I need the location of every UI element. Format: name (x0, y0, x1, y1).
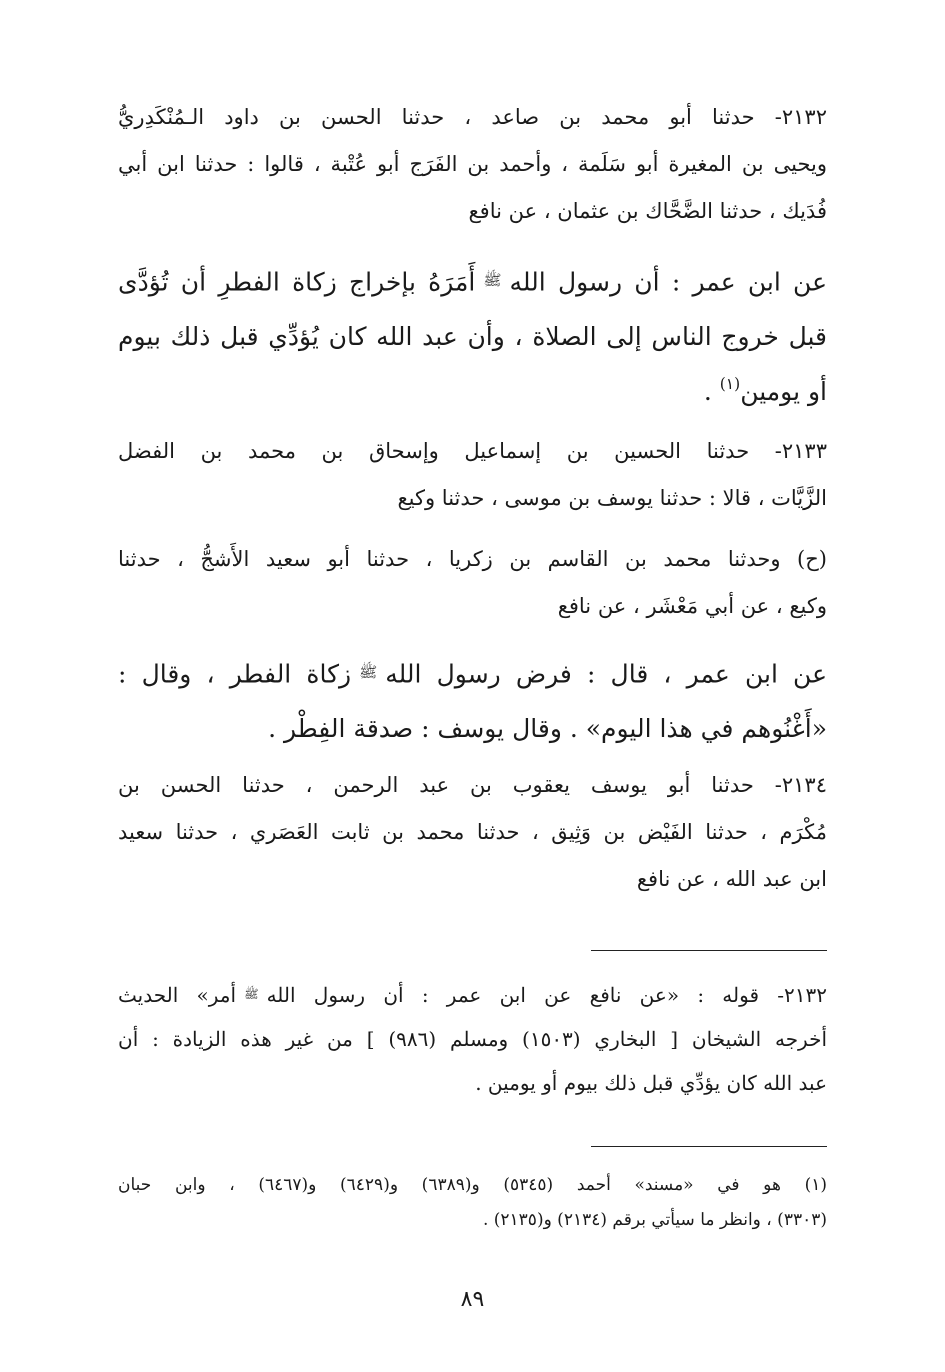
text-line: ٢١٣٢- حدثنا أبو محمد بن صاعد ، حدثنا الحسن بن داود الـمُنْكَدِريُّ (118, 105, 827, 129)
footnote-divider (591, 1146, 827, 1147)
hadith-2133-alternate-chain (118, 536, 827, 630)
hadith-2133-chain (118, 428, 827, 522)
salawat-glyph: ﷺ (483, 271, 502, 289)
text-line: عبد الله كان يؤدِّي قبل ذلك بيوم أو يومين . (475, 1071, 827, 1096)
text-line: وكيع ، عن أبي مَعْشَر ، عن نافع (557, 594, 827, 618)
footnote (118, 1168, 827, 1238)
text-line (118, 364, 827, 419)
section-divider (591, 950, 827, 951)
text-line: قبل خروج الناس إلى الصلاة ، وأن عبد الله كان يُؤدِّي قبل ذلك بيوم (118, 322, 827, 352)
text-line (118, 253, 827, 309)
text-segment: أمر» الحديث (118, 983, 237, 1008)
text-line: (١) هو في «مسند» أحمد (٥٣٤٥) و(٦٣٨٩) و(٦٤٢٩) و(٦٤٦٧) ، وابن حبان (118, 1175, 827, 1195)
hadith-2132-chain (118, 94, 827, 235)
text-segment: عن ابن عمر ، قال : فرض رسول الله (385, 659, 827, 689)
text-line: (ح) وحدثنا محمد بن القاسم بن زكريا ، حدثنا أبو سعيد الأَشجُّ ، حدثنا (118, 547, 827, 571)
hadith-2132-text (118, 253, 827, 419)
text-line: فُدَيك ، حدثنا الضَّحَّاك بن عثمان ، عن نافع (468, 199, 827, 223)
text-segment: أَمَرَهُ بإخراج زكاة الفطرِ أن تُؤدَّى (118, 267, 476, 297)
page-number: ٨٩ (460, 1287, 485, 1312)
footnote-marker: (١) (719, 375, 741, 394)
text-line: أخرجه الشيخان [ البخاري (١٥٠٣) ومسلم (٩٨٦) ] من غير هذه الزيادة : أن (118, 1027, 828, 1052)
text-line (118, 972, 827, 1017)
hadith-2134-chain (118, 762, 827, 903)
hadith-2133-text (118, 645, 827, 756)
text-line (118, 645, 827, 701)
commentary-note (118, 972, 827, 1105)
salawat-glyph: ﷺ (244, 987, 259, 1001)
text-line: ٢١٣٤- حدثنا أبو يوسف يعقوب بن عبد الرحمن ، حدثنا الحسن بن (118, 773, 827, 797)
text-line: ويحيى بن المغيرة أبو سَلَمة ، وأحمد بن الفَرَج أبو عُتْبة ، قالوا : حدثنا ابن أبي (118, 152, 827, 176)
salawat-glyph: ﷺ (359, 663, 378, 681)
text-line: الزَّيَّات ، قالا : حدثنا يوسف بن موسى ، حدثنا وكيع (397, 486, 827, 510)
text-segment: أو يومين (740, 377, 827, 407)
text-line: ابن عبد الله ، عن نافع (636, 867, 827, 891)
text-segment: زكاة الفطر ، وقال : (118, 659, 352, 689)
text-segment: عن ابن عمر : أن رسول الله (509, 267, 828, 297)
text-segment: ٢١٣٢- قوله : «عن نافع عن ابن عمر : أن رسول الله (266, 983, 827, 1008)
text-line: (٣٣٠٣) ، وانظر ما سيأتي برقم (٢١٣٤) و(٢١٣٥) . (482, 1210, 827, 1230)
text-segment: . (703, 377, 720, 407)
text-line: «أَغْنُوهم في هذا اليوم» . وقال يوسف : صدقة الفِطْر . (268, 714, 827, 744)
text-line: مُكْرَم ، حدثنا الفَيْض بن وَثِيق ، حدثنا محمد بن ثابت العَصَري ، حدثنا سعيد (118, 820, 827, 844)
text-line: ٢١٣٣- حدثنا الحسين بن إسماعيل وإسحاق بن محمد بن الفضل (118, 439, 827, 463)
